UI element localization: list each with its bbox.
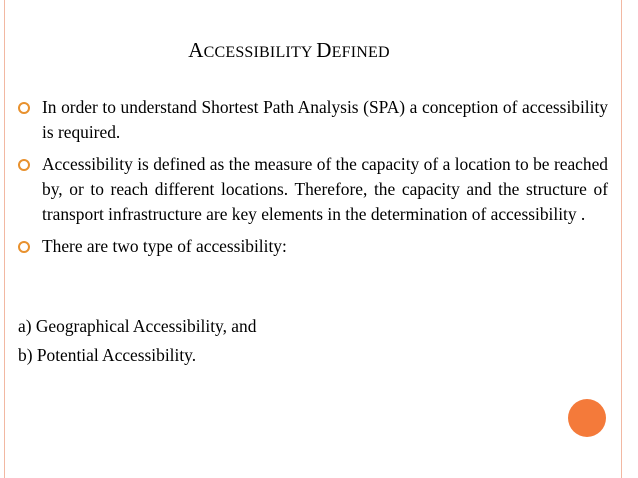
list-line-a: a) Geographical Accessibility, and: [18, 316, 257, 336]
left-border-line: [4, 0, 5, 478]
slide-body: [18, 95, 608, 266]
bullet-item: [18, 95, 608, 145]
bullet-item: [18, 152, 608, 227]
bullet-text: There are two type of accessibility:: [42, 236, 287, 256]
title-cap-a: A: [188, 38, 204, 62]
slide-title: [0, 38, 608, 63]
bullet-text: Accessibility is defined as the measure of the capacity of a location to be reached by, or to reach different locations. Therefore, the capacity and the structure of transport infrastructure are key elements in the determination of accessibility .: [42, 154, 608, 224]
title-cap-d: D: [316, 38, 332, 62]
orange-circle-decoration: [568, 399, 606, 437]
bullet-circle-icon: [18, 102, 30, 114]
bullet-text: In order to understand Shortest Path Analysis (SPA) a conception of accessibility is required.: [42, 97, 608, 142]
bullet-circle-icon: [18, 159, 30, 171]
title-rest-d: EFINED: [331, 44, 390, 61]
title-rest-a: CCESSIBILITY: [203, 44, 317, 61]
bullet-circle-icon: [18, 241, 30, 253]
bullet-item: [18, 234, 608, 259]
right-border-line: [621, 0, 622, 478]
list-line-b: b) Potential Accessibility.: [18, 345, 197, 365]
